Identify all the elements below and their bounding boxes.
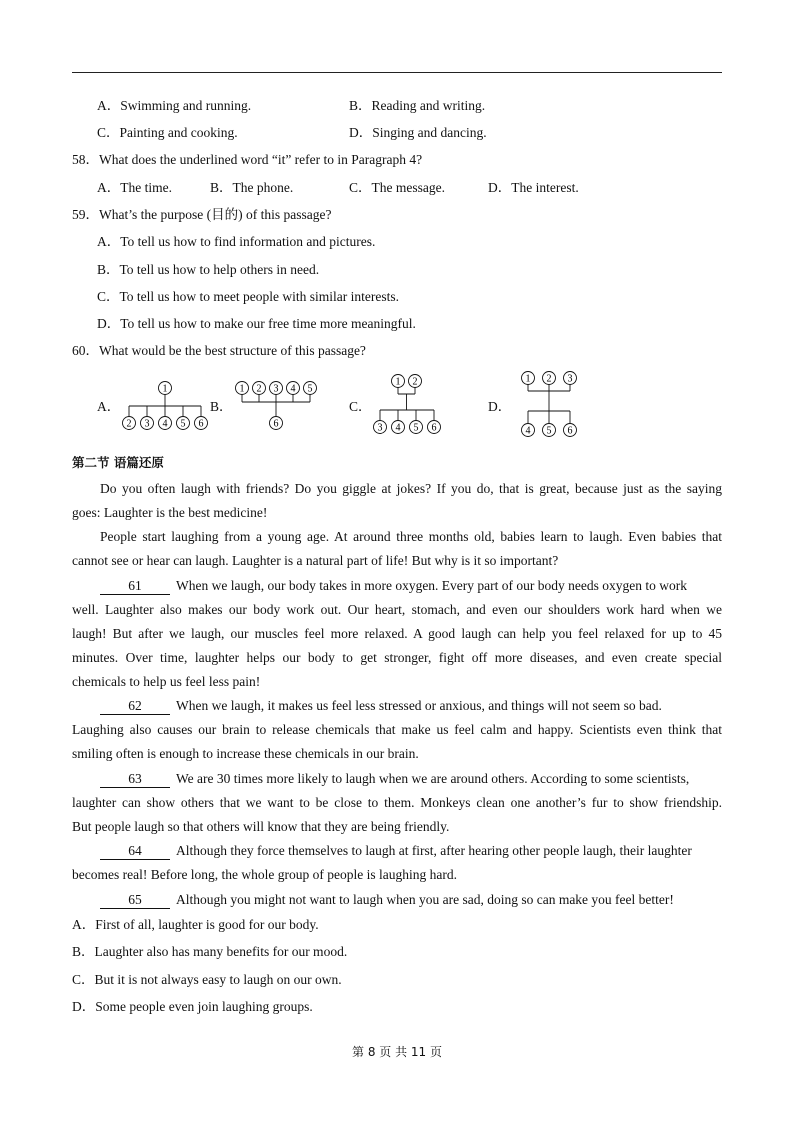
para1-line1: Do you often laugh with friends? Do you giggle at jokes? If you do, that is great, because just as the saying <box>100 481 722 496</box>
page-footer: 第 8 页 共 11 页 <box>352 1045 442 1059</box>
para3-line1: 61 When we laugh, our body takes in more oxygen. Every part of our body needs oxygen to work <box>100 577 687 595</box>
svg-text:1: 1 <box>162 383 168 395</box>
para4-line2: Laughing also causes our brain to release chemicals that make us feel calm and happy. Scientists even think that <box>72 722 722 737</box>
q59-option-d: D．To tell us how to make our free time more meaningful. <box>97 316 416 331</box>
svg-text:3: 3 <box>567 373 573 385</box>
q57-option-c: C．Painting and cooking. <box>97 125 238 140</box>
q60-diagram-a <box>118 378 208 434</box>
para5-line3: But people laugh so that others will know that they are being friendly. <box>72 819 450 834</box>
svg-text:6: 6 <box>273 418 279 430</box>
q58-option-b: B．The phone. <box>210 180 294 195</box>
header-rule <box>72 72 722 73</box>
para2-line2: cannot see or hear can laugh. Laughter is a natural part of life! But why is it so important? <box>72 553 559 568</box>
section-heading: 第二节 语篇还原 <box>72 455 164 470</box>
q60-stem: 60．What would be the best structure of this passage? <box>72 343 366 358</box>
q58-option-c: C．The message. <box>349 180 445 195</box>
q60-option-b-label: B． <box>210 399 233 414</box>
para5-line2: laughter can show others that we want to be close to them. Monkeys clean one another’s fur to show friendship. <box>72 795 722 810</box>
para3-line3: laugh! But after we laugh, our muscles feel more relaxed. A good laugh can help you feel relaxed for up to 45 <box>72 626 722 641</box>
choice-c: C．But it is not always easy to laugh on our own. <box>72 972 342 987</box>
choice-b: B．Laughter also has many benefits for our mood. <box>72 944 348 959</box>
para5-line1: 63 We are 30 times more likely to laugh when we are around others. According to some scientists, <box>100 770 689 788</box>
choice-d: D．Some people even join laughing groups. <box>72 999 313 1014</box>
svg-text:3: 3 <box>377 422 383 434</box>
blank-61: 61 <box>100 578 170 595</box>
blank-62: 62 <box>100 698 170 715</box>
svg-text:4: 4 <box>395 422 401 434</box>
para3-line5: chemicals to help us feel less pain! <box>72 674 261 689</box>
para2-line1: People start laughing from a young age. At around three months old, babies learn to laugh. Even babies that <box>100 529 722 544</box>
svg-text:1: 1 <box>395 376 401 388</box>
para4-line3: smiling often is enough to increase these chemicals in our brain. <box>72 746 419 761</box>
q60-diagram-d <box>515 369 585 439</box>
svg-text:5: 5 <box>413 422 419 434</box>
svg-text:1: 1 <box>525 373 531 385</box>
para6-line2: becomes real! Before long, the whole group of people is laughing hard. <box>72 867 458 882</box>
q60-option-a-label: A． <box>97 399 121 414</box>
q59-option-a: A．To tell us how to find information and pictures. <box>97 234 376 249</box>
svg-text:2: 2 <box>546 373 552 385</box>
svg-text:5: 5 <box>546 425 552 437</box>
svg-text:4: 4 <box>525 425 531 437</box>
q58-option-a: A．The time. <box>97 180 172 195</box>
svg-text:1: 1 <box>239 383 245 395</box>
q59-option-b: B．To tell us how to help others in need. <box>97 262 320 277</box>
blank-65: 65 <box>100 892 170 909</box>
q60-diagram-c <box>370 372 450 436</box>
q59-stem: 59．What’s the purpose (目的) of this passage? <box>72 207 332 222</box>
q58-stem: 58．What does the underlined word “it” refer to in Paragraph 4? <box>72 152 423 167</box>
svg-text:4: 4 <box>162 418 168 430</box>
svg-text:2: 2 <box>256 383 262 395</box>
q57-option-b: B．Reading and writing. <box>349 98 486 113</box>
blank-63: 63 <box>100 771 170 788</box>
q57-option-d: D．Singing and dancing. <box>349 125 487 140</box>
svg-text:3: 3 <box>144 418 150 430</box>
q59-option-c: C．To tell us how to meet people with similar interests. <box>97 289 400 304</box>
svg-text:6: 6 <box>567 425 573 437</box>
q60-option-c-label: C． <box>349 399 372 414</box>
para7-line1: 65 Although you might not want to laugh when you are sad, doing so can make you feel better! <box>100 891 674 909</box>
svg-text:6: 6 <box>198 418 204 430</box>
svg-text:6: 6 <box>431 422 437 434</box>
svg-text:2: 2 <box>126 418 132 430</box>
para4-line1: 62 When we laugh, it makes us feel less stressed or anxious, and things will not seem so bad. <box>100 697 662 715</box>
q58-option-d: D．The interest. <box>488 180 579 195</box>
svg-text:5: 5 <box>180 418 186 430</box>
svg-text:4: 4 <box>290 383 296 395</box>
svg-text:2: 2 <box>412 376 418 388</box>
para6-line1: 64 Although they force themselves to laugh at first, after hearing other people laugh, their laughter <box>100 842 692 860</box>
para1-line2: goes: Laughter is the best medicine! <box>72 505 268 520</box>
q57-option-a: A．Swimming and running. <box>97 98 252 113</box>
choice-a: A．First of all, laughter is good for our body. <box>72 917 319 932</box>
svg-text:3: 3 <box>273 383 279 395</box>
para3-line4: minutes. Over time, laughter helps our body to get stronger, fight off more diseases, and even create special <box>72 650 722 665</box>
q60-option-d-label: D． <box>488 399 512 414</box>
q60-diagram-b <box>233 378 323 434</box>
blank-64: 64 <box>100 843 170 860</box>
para3-line2: well. Laughter also makes our body work out. Our heart, stomach, and even our shoulders work hard when we <box>72 602 722 617</box>
svg-text:5: 5 <box>307 383 313 395</box>
